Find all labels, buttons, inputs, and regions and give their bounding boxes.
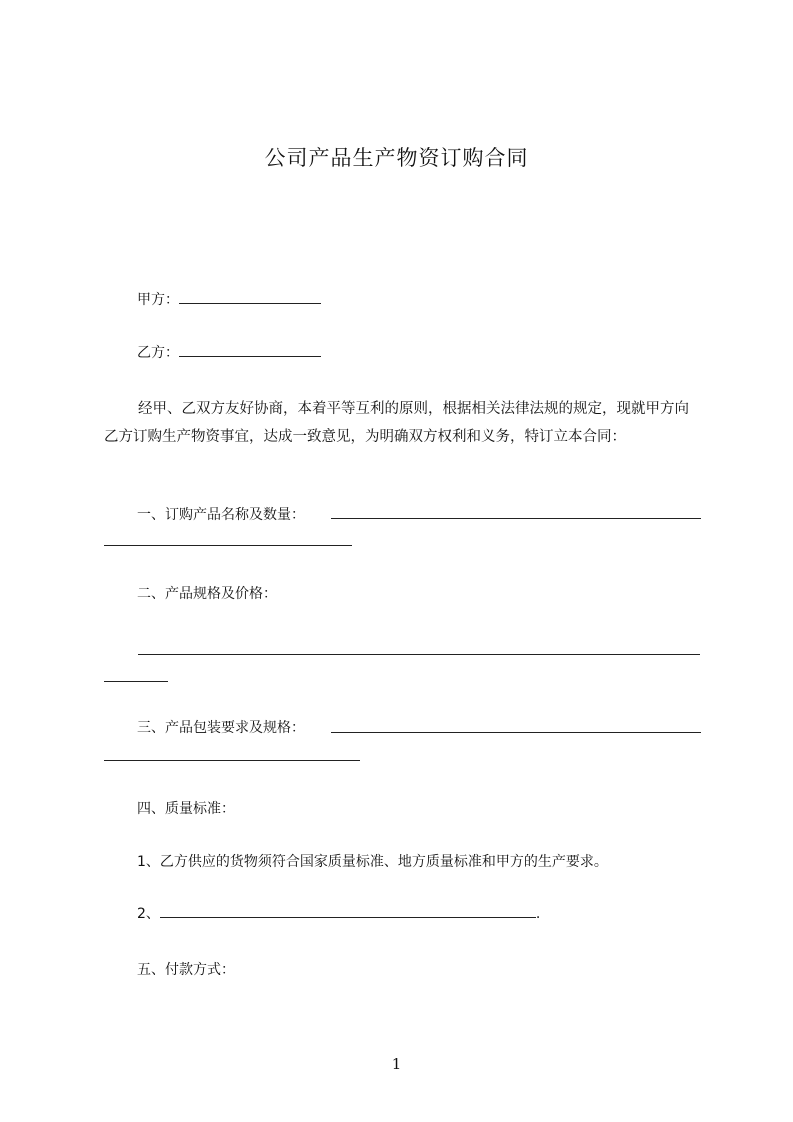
section4-item2-label: 2、 — [137, 906, 160, 922]
section4-item2 — [137, 903, 540, 925]
section1-line — [137, 504, 305, 526]
section4-line — [137, 798, 235, 820]
party-a-blank — [179, 289, 321, 304]
section3-label: 三、产品包装要求及规格： — [137, 720, 305, 736]
section1-blank-line1 — [331, 518, 701, 519]
party-b-blank — [179, 342, 321, 357]
intro-paragraph: 经甲、乙双方友好协商，本着平等互利的原则，根据相关法律法规的规定，现就甲方向乙方订购生产物资事宜，达成一致意见，为明确双方权利和义务，特订立本合同： — [104, 401, 689, 445]
page-title: 公司产品生产物资订购合同 — [264, 146, 529, 170]
section1-label: 一、订购产品名称及数量： — [137, 507, 305, 523]
section5-line — [137, 959, 235, 981]
section3-blank-line2 — [104, 760, 360, 761]
section2-line — [137, 583, 277, 605]
section1-blank-line2 — [104, 545, 352, 546]
party-a-line — [137, 289, 321, 311]
section4-label: 四、质量标准： — [137, 801, 235, 817]
section3-blank-line1 — [331, 732, 701, 733]
party-b-label: 乙方： — [137, 345, 179, 361]
party-b-line — [137, 342, 321, 364]
section4-item2-end: . — [535, 906, 541, 922]
section4-item1: 1、乙方供应的货物须符合国家质量标准、地方质量标准和甲方的生产要求。 — [137, 854, 608, 870]
section4-item2-blank — [160, 903, 536, 918]
section2-label: 二、产品规格及价格： — [137, 586, 277, 602]
section5-label: 五、付款方式： — [137, 962, 235, 978]
section2-blank-line1 — [138, 654, 700, 655]
page-number: 1 — [391, 1055, 402, 1073]
section3-line — [137, 717, 305, 739]
section2-blank-line2 — [104, 681, 168, 682]
party-a-label: 甲方： — [137, 292, 179, 308]
